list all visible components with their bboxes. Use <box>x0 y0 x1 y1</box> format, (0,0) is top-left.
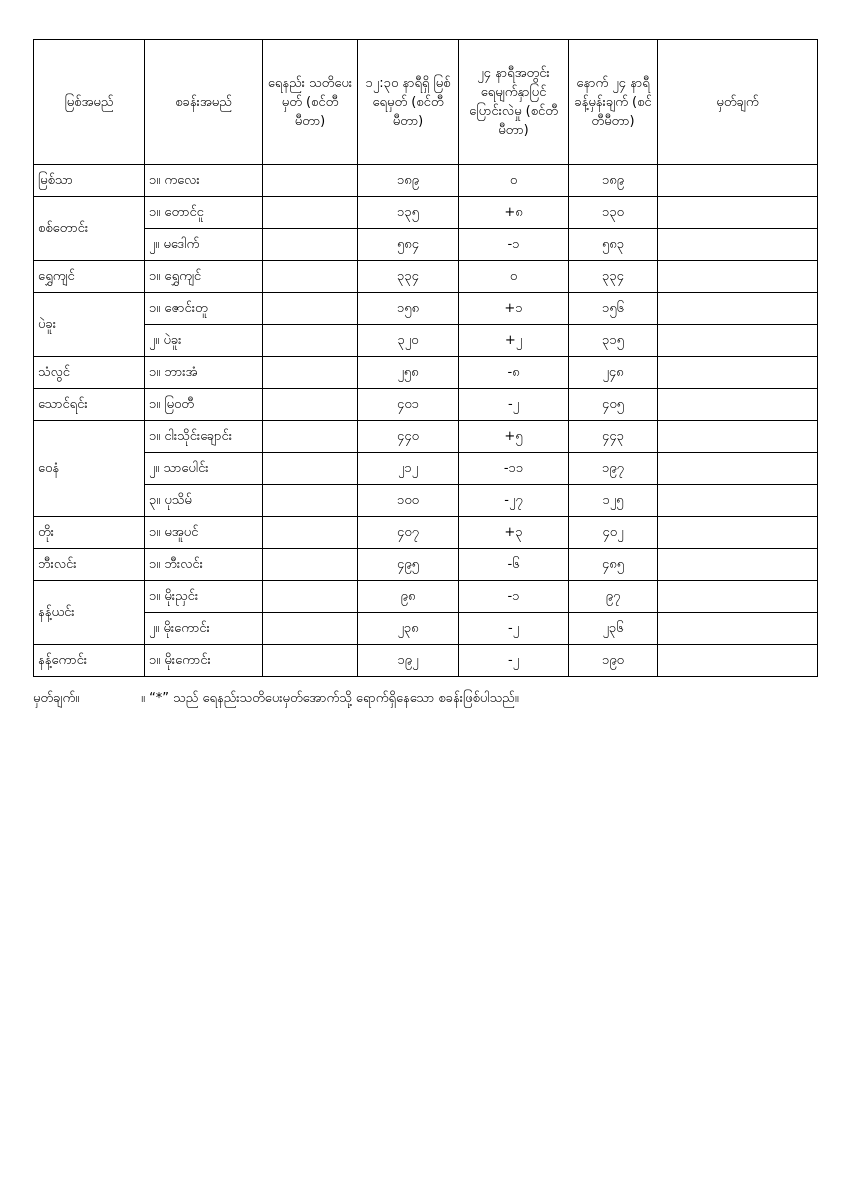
change-cell: -၁ <box>459 581 569 613</box>
table-row <box>34 421 818 453</box>
station-name: ၁။ တောင်ငူ <box>145 197 263 229</box>
water-level-cell: ၂၃၈ <box>358 613 459 645</box>
river-name: ဝေနံ <box>34 421 145 517</box>
change-cell: +၃ <box>459 517 569 549</box>
alert-level-cell <box>263 261 358 293</box>
remark-cell <box>658 549 818 581</box>
alert-level-cell <box>263 325 358 357</box>
remark-cell <box>658 293 818 325</box>
remark-cell <box>658 389 818 421</box>
forecast-cell: ၄၄၃ <box>569 421 658 453</box>
remark-cell <box>658 165 818 197</box>
forecast-cell: ၄၈၅ <box>569 549 658 581</box>
water-level-cell: ၁၃၅ <box>358 197 459 229</box>
river-name: နန့်ယင်း <box>34 581 145 645</box>
remark-cell <box>658 261 818 293</box>
forecast-cell: ၂၃၆ <box>569 613 658 645</box>
forecast-cell: ၁၈၉ <box>569 165 658 197</box>
river-name: တိုး <box>34 517 145 549</box>
change-cell: +၁ <box>459 293 569 325</box>
table-row <box>34 261 818 293</box>
change-cell: -၆ <box>459 549 569 581</box>
alert-level-cell <box>263 453 358 485</box>
change-cell: -၂ <box>459 613 569 645</box>
forecast-cell: ၁၃၀ <box>569 197 658 229</box>
forecast-cell: ၅၈၃ <box>569 229 658 261</box>
forecast-cell: ၄၀၅ <box>569 389 658 421</box>
change-cell: +၂ <box>459 325 569 357</box>
station-name: ၂။ ပဲခူး <box>145 325 263 357</box>
water-level-cell: ၄၄၀ <box>358 421 459 453</box>
alert-level-cell <box>263 357 358 389</box>
table-row <box>34 485 818 517</box>
alert-level-cell <box>263 197 358 229</box>
water-level-cell: ၃၃၄ <box>358 261 459 293</box>
forecast-cell: ၄၀၂ <box>569 517 658 549</box>
remark-cell <box>658 453 818 485</box>
alert-level-cell <box>263 645 358 677</box>
table-row <box>34 165 818 197</box>
river-name: ဘီးလင်း <box>34 549 145 581</box>
header-24h-change: ၂၄ နာရီအတွင်း ရေမျက်နှာပြင် ပြောင်းလဲမှု (စင်တီမီတာ) <box>459 40 569 165</box>
station-name: ၁။ ဇောင်းတူ <box>145 293 263 325</box>
header-alert-level: ရေနည်း သတိပေးမှတ် (စင်တီမီတာ) <box>263 40 358 165</box>
remark-cell <box>658 357 818 389</box>
change-cell: -၂ <box>459 645 569 677</box>
forecast-cell: ၃၃၄ <box>569 261 658 293</box>
station-name: ၁။ မအူပင် <box>145 517 263 549</box>
remark-cell <box>658 325 818 357</box>
station-name: ၁။ ငါးသိုင်းချောင်း <box>145 421 263 453</box>
remark-cell <box>658 581 818 613</box>
table-row <box>34 581 818 613</box>
water-level-cell: ၉၈ <box>358 581 459 613</box>
water-level-cell: ၅၈၄ <box>358 229 459 261</box>
station-name: ၁။ ကလေး <box>145 165 263 197</box>
river-name: စစ်တောင်း <box>34 197 145 261</box>
change-cell: ၀ <box>459 261 569 293</box>
water-level-cell: ၂၅၈ <box>358 357 459 389</box>
forecast-cell: ၁၅၆ <box>569 293 658 325</box>
header-remark: မှတ်ချက် <box>658 40 818 165</box>
remark-cell <box>658 485 818 517</box>
change-cell: +၈ <box>459 197 569 229</box>
alert-level-cell <box>263 165 358 197</box>
station-name: ၂။ မဒေါက် <box>145 229 263 261</box>
river-name: သောင်ရင်း <box>34 389 145 421</box>
station-name: ၁။ မိုးကောင်း <box>145 645 263 677</box>
water-level-cell: ၁၉၂ <box>358 645 459 677</box>
header-station: စခန်းအမည် <box>145 40 263 165</box>
table-row <box>34 325 818 357</box>
forecast-cell: ၉၇ <box>569 581 658 613</box>
change-cell: -၁၁ <box>459 453 569 485</box>
table-row <box>34 293 818 325</box>
remark-cell <box>658 517 818 549</box>
forecast-cell: ၁၉၀ <box>569 645 658 677</box>
alert-level-cell <box>263 581 358 613</box>
remark-cell <box>658 645 818 677</box>
station-name: ၃။ ပုသိမ် <box>145 485 263 517</box>
forecast-cell: ၂၄၈ <box>569 357 658 389</box>
river-name: ရွှေကျင် <box>34 261 145 293</box>
station-name: ၁။ မိုးညှင်း <box>145 581 263 613</box>
table-row <box>34 229 818 261</box>
alert-level-cell <box>263 485 358 517</box>
table-row <box>34 517 818 549</box>
river-name: နန့်ကောင်း <box>34 645 145 677</box>
alert-level-cell <box>263 549 358 581</box>
forecast-cell: ၃၁၅ <box>569 325 658 357</box>
header-forecast: နောက် ၂၄ နာရီ ခန့်မှန်းချက် (စင်တီမီတာ) <box>569 40 658 165</box>
change-cell: -၂ <box>459 389 569 421</box>
water-level-cell: ၁၀၀ <box>358 485 459 517</box>
water-level-cell: ၃၂၀ <box>358 325 459 357</box>
remark-cell <box>658 613 818 645</box>
table-row <box>34 645 818 677</box>
station-name: ၁။ ဘားအံ <box>145 357 263 389</box>
table-row <box>34 549 818 581</box>
remark-cell <box>658 421 818 453</box>
station-name: ၁။ ဘီးလင်း <box>145 549 263 581</box>
alert-level-cell <box>263 229 358 261</box>
change-cell: -၈ <box>459 357 569 389</box>
station-name: ၁။ ရွှေကျင် <box>145 261 263 293</box>
water-level-table <box>33 39 818 677</box>
header-river: မြစ်အမည် <box>34 40 145 165</box>
station-name: ၂။ မိုးကောင်း <box>145 613 263 645</box>
water-level-cell: ၁၈၉ <box>358 165 459 197</box>
river-name: သံလွင် <box>34 357 145 389</box>
water-level-cell: ၁၅၈ <box>358 293 459 325</box>
alert-level-cell <box>263 613 358 645</box>
forecast-cell: ၁၉၇ <box>569 453 658 485</box>
footnote <box>33 690 519 709</box>
alert-level-cell <box>263 421 358 453</box>
remark-cell <box>658 229 818 261</box>
change-cell: -၂၇ <box>459 485 569 517</box>
river-name: မြစ်သာ <box>34 165 145 197</box>
station-name: ၁။ မြဝတီ <box>145 389 263 421</box>
table-row <box>34 197 818 229</box>
footnote-label: မှတ်ချက်။ <box>33 691 80 706</box>
table-row <box>34 613 818 645</box>
change-cell: -၁ <box>459 229 569 261</box>
water-level-cell: ၄၀၇ <box>358 517 459 549</box>
change-cell: ၀ <box>459 165 569 197</box>
water-level-cell: ၄၀၁ <box>358 389 459 421</box>
table-header-row <box>34 40 818 165</box>
water-level-cell: ၄၉၅ <box>358 549 459 581</box>
station-name: ၂။ သာပေါင်း <box>145 453 263 485</box>
alert-level-cell <box>263 389 358 421</box>
footnote-text: ။ “*” သည် ရေနည်းသတိပေးမှတ်အောက်သို့ ရောက်ရှိနေသော စခန်းဖြစ်ပါသည်။ <box>141 691 519 706</box>
table-row <box>34 357 818 389</box>
forecast-cell: ၁၂၅ <box>569 485 658 517</box>
change-cell: +၅ <box>459 421 569 453</box>
header-current-level: ၁၂:၃၀ နာရီရှိ မြစ်ရေမှတ် (စင်တီမီတာ) <box>358 40 459 165</box>
table-row <box>34 389 818 421</box>
alert-level-cell <box>263 517 358 549</box>
alert-level-cell <box>263 293 358 325</box>
river-name: ပဲခူး <box>34 293 145 357</box>
water-level-cell: ၂၁၂ <box>358 453 459 485</box>
table-row <box>34 453 818 485</box>
remark-cell <box>658 197 818 229</box>
